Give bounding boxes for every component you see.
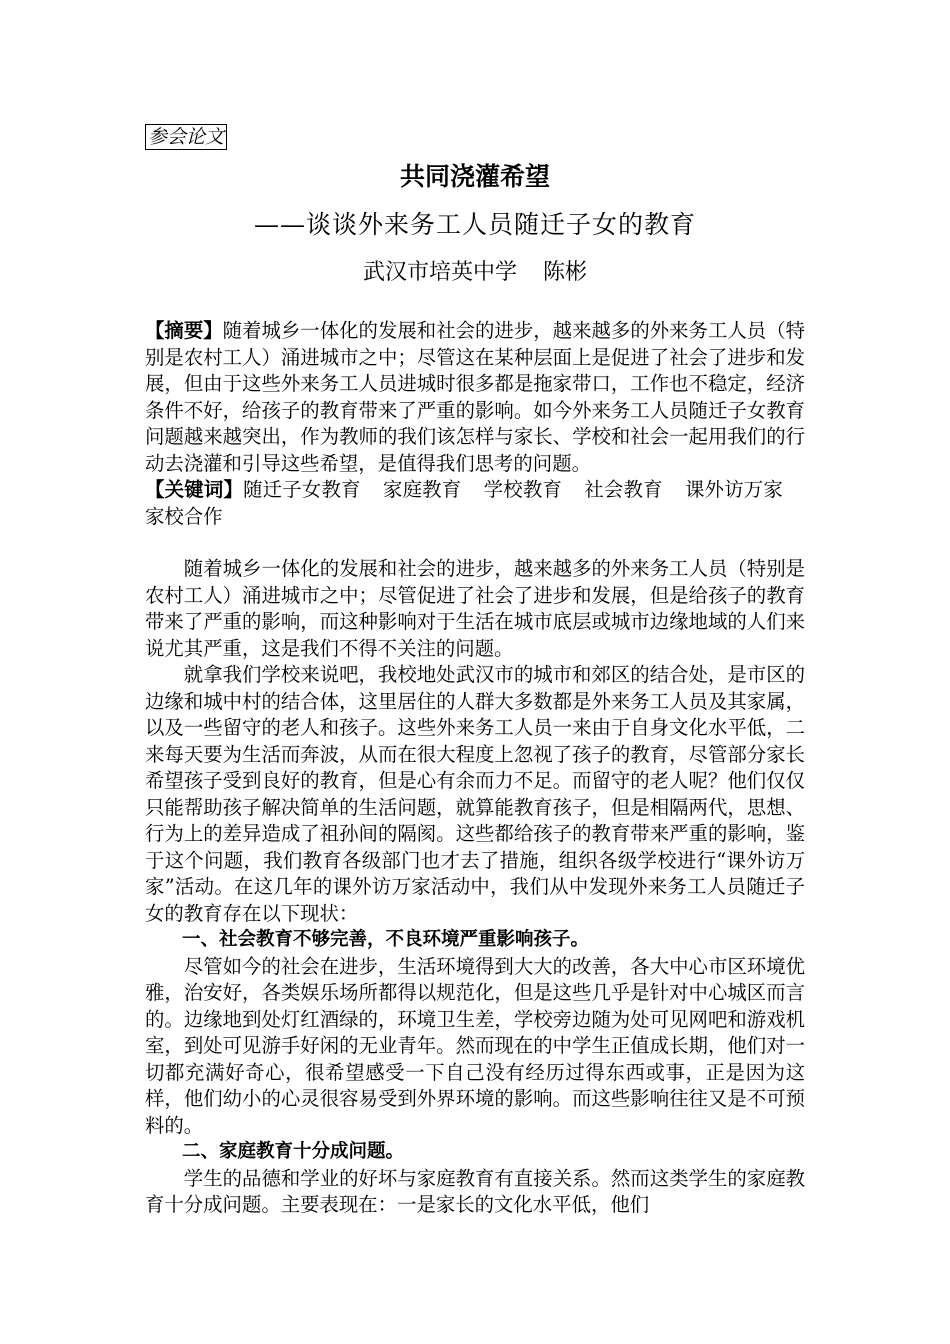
document-title: 共同浇灌希望	[399, 162, 550, 191]
keyword-item: 学校教育	[483, 478, 563, 501]
abstract-label: 【摘要】	[145, 319, 223, 342]
section-paragraph-1: 尽管如今的社会在进步，生活环境得到大大的改善，各大中心市区环境优雅，治安好，各类娱乐场所都得以规范化，但是这些几乎是针对中心城区而言的。边缘地到处灯红酒绿的，环境卫生差，学校旁边随为处可见网吧和游戏机室，到处可见游手好闲的无业青年。然而现在的中学生正值成长期，他们对一切都充满好奇心，很希望感受一下自己没有经历过得东西或事，正是因为这样，他们幼小的心灵很容易受到外界环境的影响。而这些影响往往又是不可预料的。	[145, 954, 805, 1137]
section-paragraph-2: 学生的品德和学业的好坏与家庭教育有直接关系。然而这类学生的家庭教育十分成问题。主要表现在：一是家长的文化水平低，他们	[145, 1166, 805, 1216]
keyword-item: 家庭教育	[382, 478, 462, 501]
keyword-item: 社会教育	[584, 478, 663, 501]
keywords	[145, 477, 805, 530]
body-paragraph: 随着城乡一体化的发展和社会的进步，越来越多的外来务工人员（特别是农村工人）涌进城市之中；尽管促进了社会了进步和发展，但是给孩子的教育带来了严重的影响，而这种影响对于生活在城市底层或城市边缘地域的人们来说尤其严重，这是我们不得不关注的问题。	[145, 557, 805, 660]
keyword-item: 家校合作	[145, 504, 223, 528]
author-line	[0, 258, 950, 288]
section-heading-1: 一、社会教育不够完善，不良环境严重影响孩子。	[182, 929, 590, 950]
keyword-item: 随迁子女教育	[243, 478, 361, 501]
keywords-label: 【关键词】	[145, 478, 244, 501]
keyword-item: 课外访万家	[684, 478, 784, 501]
document-body	[145, 318, 805, 1219]
author-school: 武汉市培英中学	[362, 260, 517, 285]
body-paragraph: 就拿我们学校来说吧，我校地处武汉市的城市和郊区的结合处，是市区的边缘和城中村的结合体，这里居住的人群大多数都是外来务工人员及其家属，以及一些留守的老人和孩子。这些外来务工人员一来由于自身文化水平低，二来每天要为生活而奔波，从而在很大程度上忽视了孩子的教育，尽管部分家长希望孩子受到良好的教育，但是心有余而力不足。而留守的老人呢？他们仅仅只能帮助孩子解决简单的生活问题，就算能教育孩子，但是相隔两代，思想、行为上的差异造成了祖孙间的隔阂。这些都给孩子的教育带来严重的影响，鉴于这个问题，我们教育各级部门也才去了措施，组织各级学校进行“课外访万家”活动。在这几年的课外访万家活动中，我们从中发现外来务工人员随迁子女的教育存在以下现状：	[145, 663, 805, 925]
author-name: 陈彬	[543, 260, 588, 285]
section-heading-2: 二、家庭教育十分成问题。	[182, 1141, 405, 1162]
document-subtitle: ——谈谈外来务工人员随迁子女的教育	[253, 210, 696, 239]
paper-tag: 参会论文	[145, 124, 227, 150]
abstract-text: 随着城乡一体化的发展和社会的进步，越来越多的外来务工人员（特别是农村工人）涌进城市之中；尽管这在某种层面上是促进了社会了进步和发展，但由于这些外来务工人员进城时很多都是拖家带口，工作也不稳定，经济条件不好，给孩子的教育带来了严重的影响。如今外来务工人员随迁子女教育问题越来越突出，作为教师的我们该怎样与家长、学校和社会一起用我们的行动去浇灌和引导这些希望，是值得我们思考的问题。	[145, 319, 806, 475]
abstract	[145, 318, 805, 477]
